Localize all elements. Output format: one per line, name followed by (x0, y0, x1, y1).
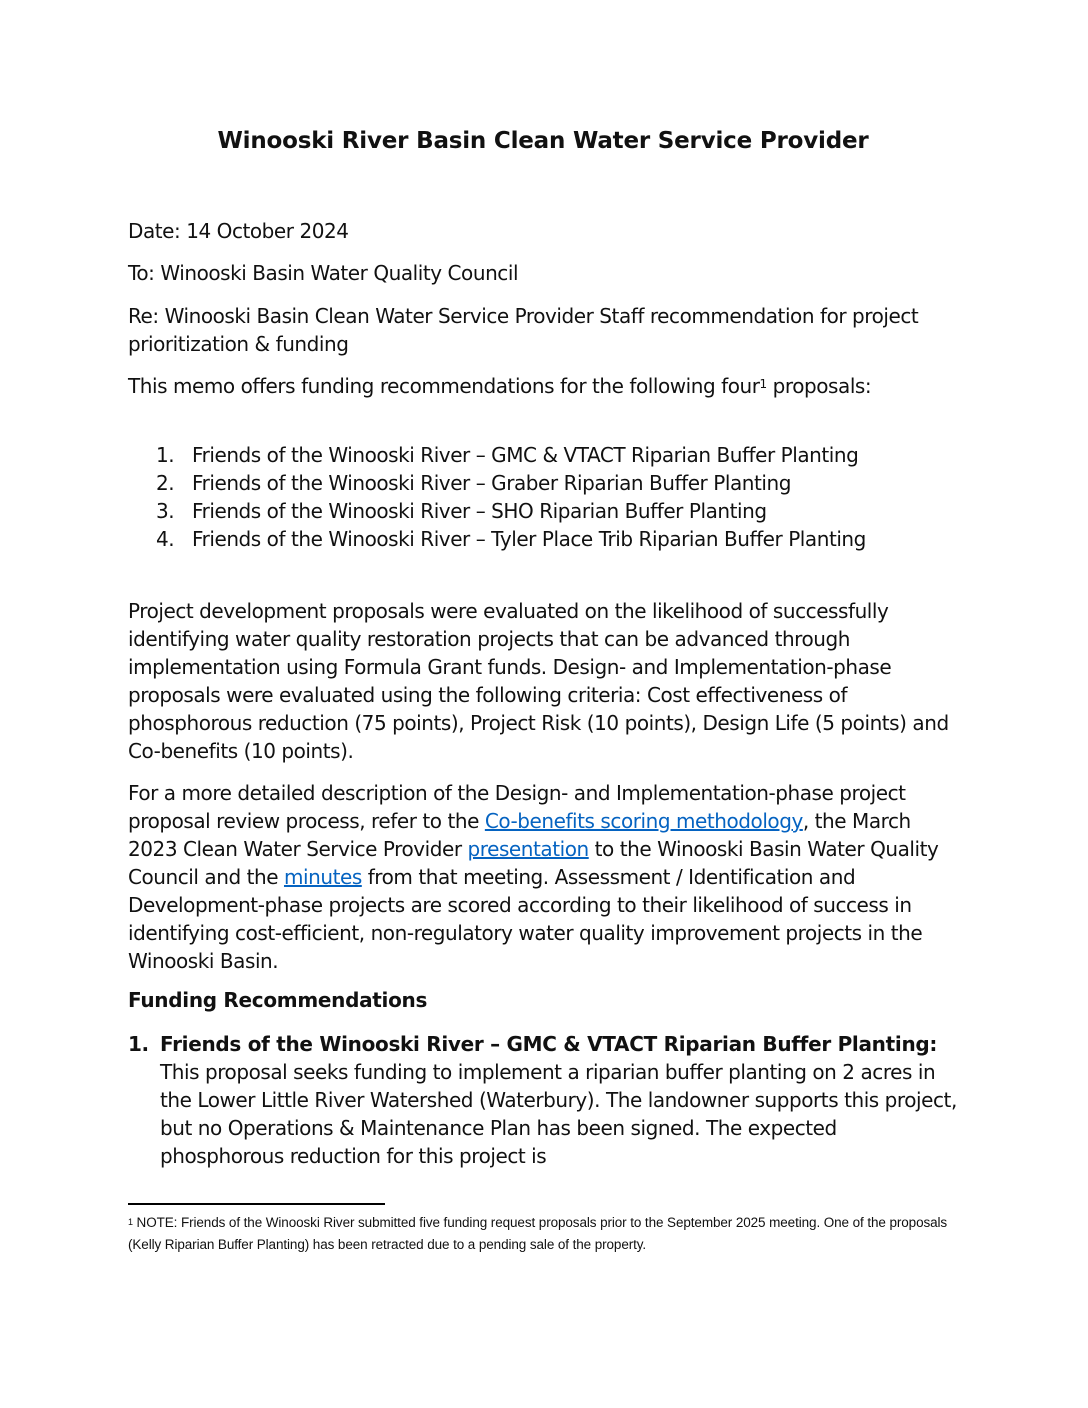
memo-subject: Re: Winooski Basin Clean Water Service Provider Staff recommendation for project prioritization & funding (128, 304, 919, 356)
funding-recommendations-heading: Funding Recommendations (128, 988, 428, 1012)
proposal-item: 3. Friends of the Winooski River – SHO Riparian Buffer Planting (156, 499, 767, 523)
intro-paragraph (128, 372, 888, 400)
footnote: $^1$ NOTE: Friends of the Winooski River submitted five funding request proposals prior to the September 2025 meeting. One of the proposals (Kelly Riparian Buffer Planting) has been retracted due to a pending sale of the property. (128, 1215, 948, 1252)
footnote-reference[interactable]: 1 (759, 377, 767, 391)
recommendation-body: This proposal seeks funding to implement a riparian buffer planting on 2 acres in the Lower Little River Watershed (Waterbury). The landowner supports this project, but no Operations & Maintenance Plan has been signed. The expected phosphorous reduction for this project is (160, 1060, 957, 1168)
proposal-item: 2. Friends of the Winooski River – Graber Riparian Buffer Planting (156, 471, 791, 495)
memo-recipient: To: Winooski Basin Water Quality Council (128, 261, 519, 285)
recommendation-title: Friends of the Winooski River – GMC & VTACT Riparian Buffer Planting: (160, 1032, 938, 1056)
footnote-separator (128, 1203, 385, 1205)
memo-date: Date: 14 October 2024 (128, 219, 349, 243)
presentation-link[interactable]: presentation (467, 837, 589, 861)
minutes-link[interactable]: minutes (283, 865, 362, 889)
co-benefits-methodology-link[interactable]: Co-benefits scoring methodology (484, 809, 803, 833)
document-title: Winooski River Basin Clean Water Service Provider (217, 128, 869, 154)
intro-text: This memo offers funding recommendations for the following four (128, 374, 760, 398)
detail-paragraph: For a more detailed description of the Design- and Implementation-phase project proposal review process, refer to the Co-benefits scoring methodology, the March 2023 Clean Water Service Provider presentation to the Winooski Basin Water Quality Council and the minutes from that meeting. Assessment / Identification and Development-phase projects are scored according to their likelihood of success in identifying cost-efficient, non-regulatory water quality improvement projects in the Winooski Basin. (128, 781, 939, 973)
proposal-list (128, 441, 958, 553)
proposal-item: 1. Friends of the Winooski River – GMC & VTACT Riparian Buffer Planting (156, 443, 859, 467)
recommendation-item: 1. Friends of the Winooski River – GMC & VTACT Riparian Buffer Planting: This proposal seeks funding to implement a riparian buffer planting on 2 acres in the Lower Little River Watershed (Waterbury). The landowner supports this project, but no Operations & Maintenance Plan has been signed. The expected phosphorous reduction for this project is (128, 1032, 957, 1168)
intro-tail: proposals: (772, 374, 872, 398)
proposal-item: 4. Friends of the Winooski River – Tyler Place Trib Riparian Buffer Planting (156, 527, 866, 551)
evaluation-paragraph: Project development proposals were evaluated on the likelihood of successfully identifying water quality restoration projects that can be advanced through implementation using Formula Grant funds. Design- and Implementation-phase proposals were evaluated using the following criteria: Cost effectiveness of phosphorous reduction (75 points), Project Risk (10 points), Design Life (5 points) and Co-benefits (10 points). (128, 599, 949, 763)
